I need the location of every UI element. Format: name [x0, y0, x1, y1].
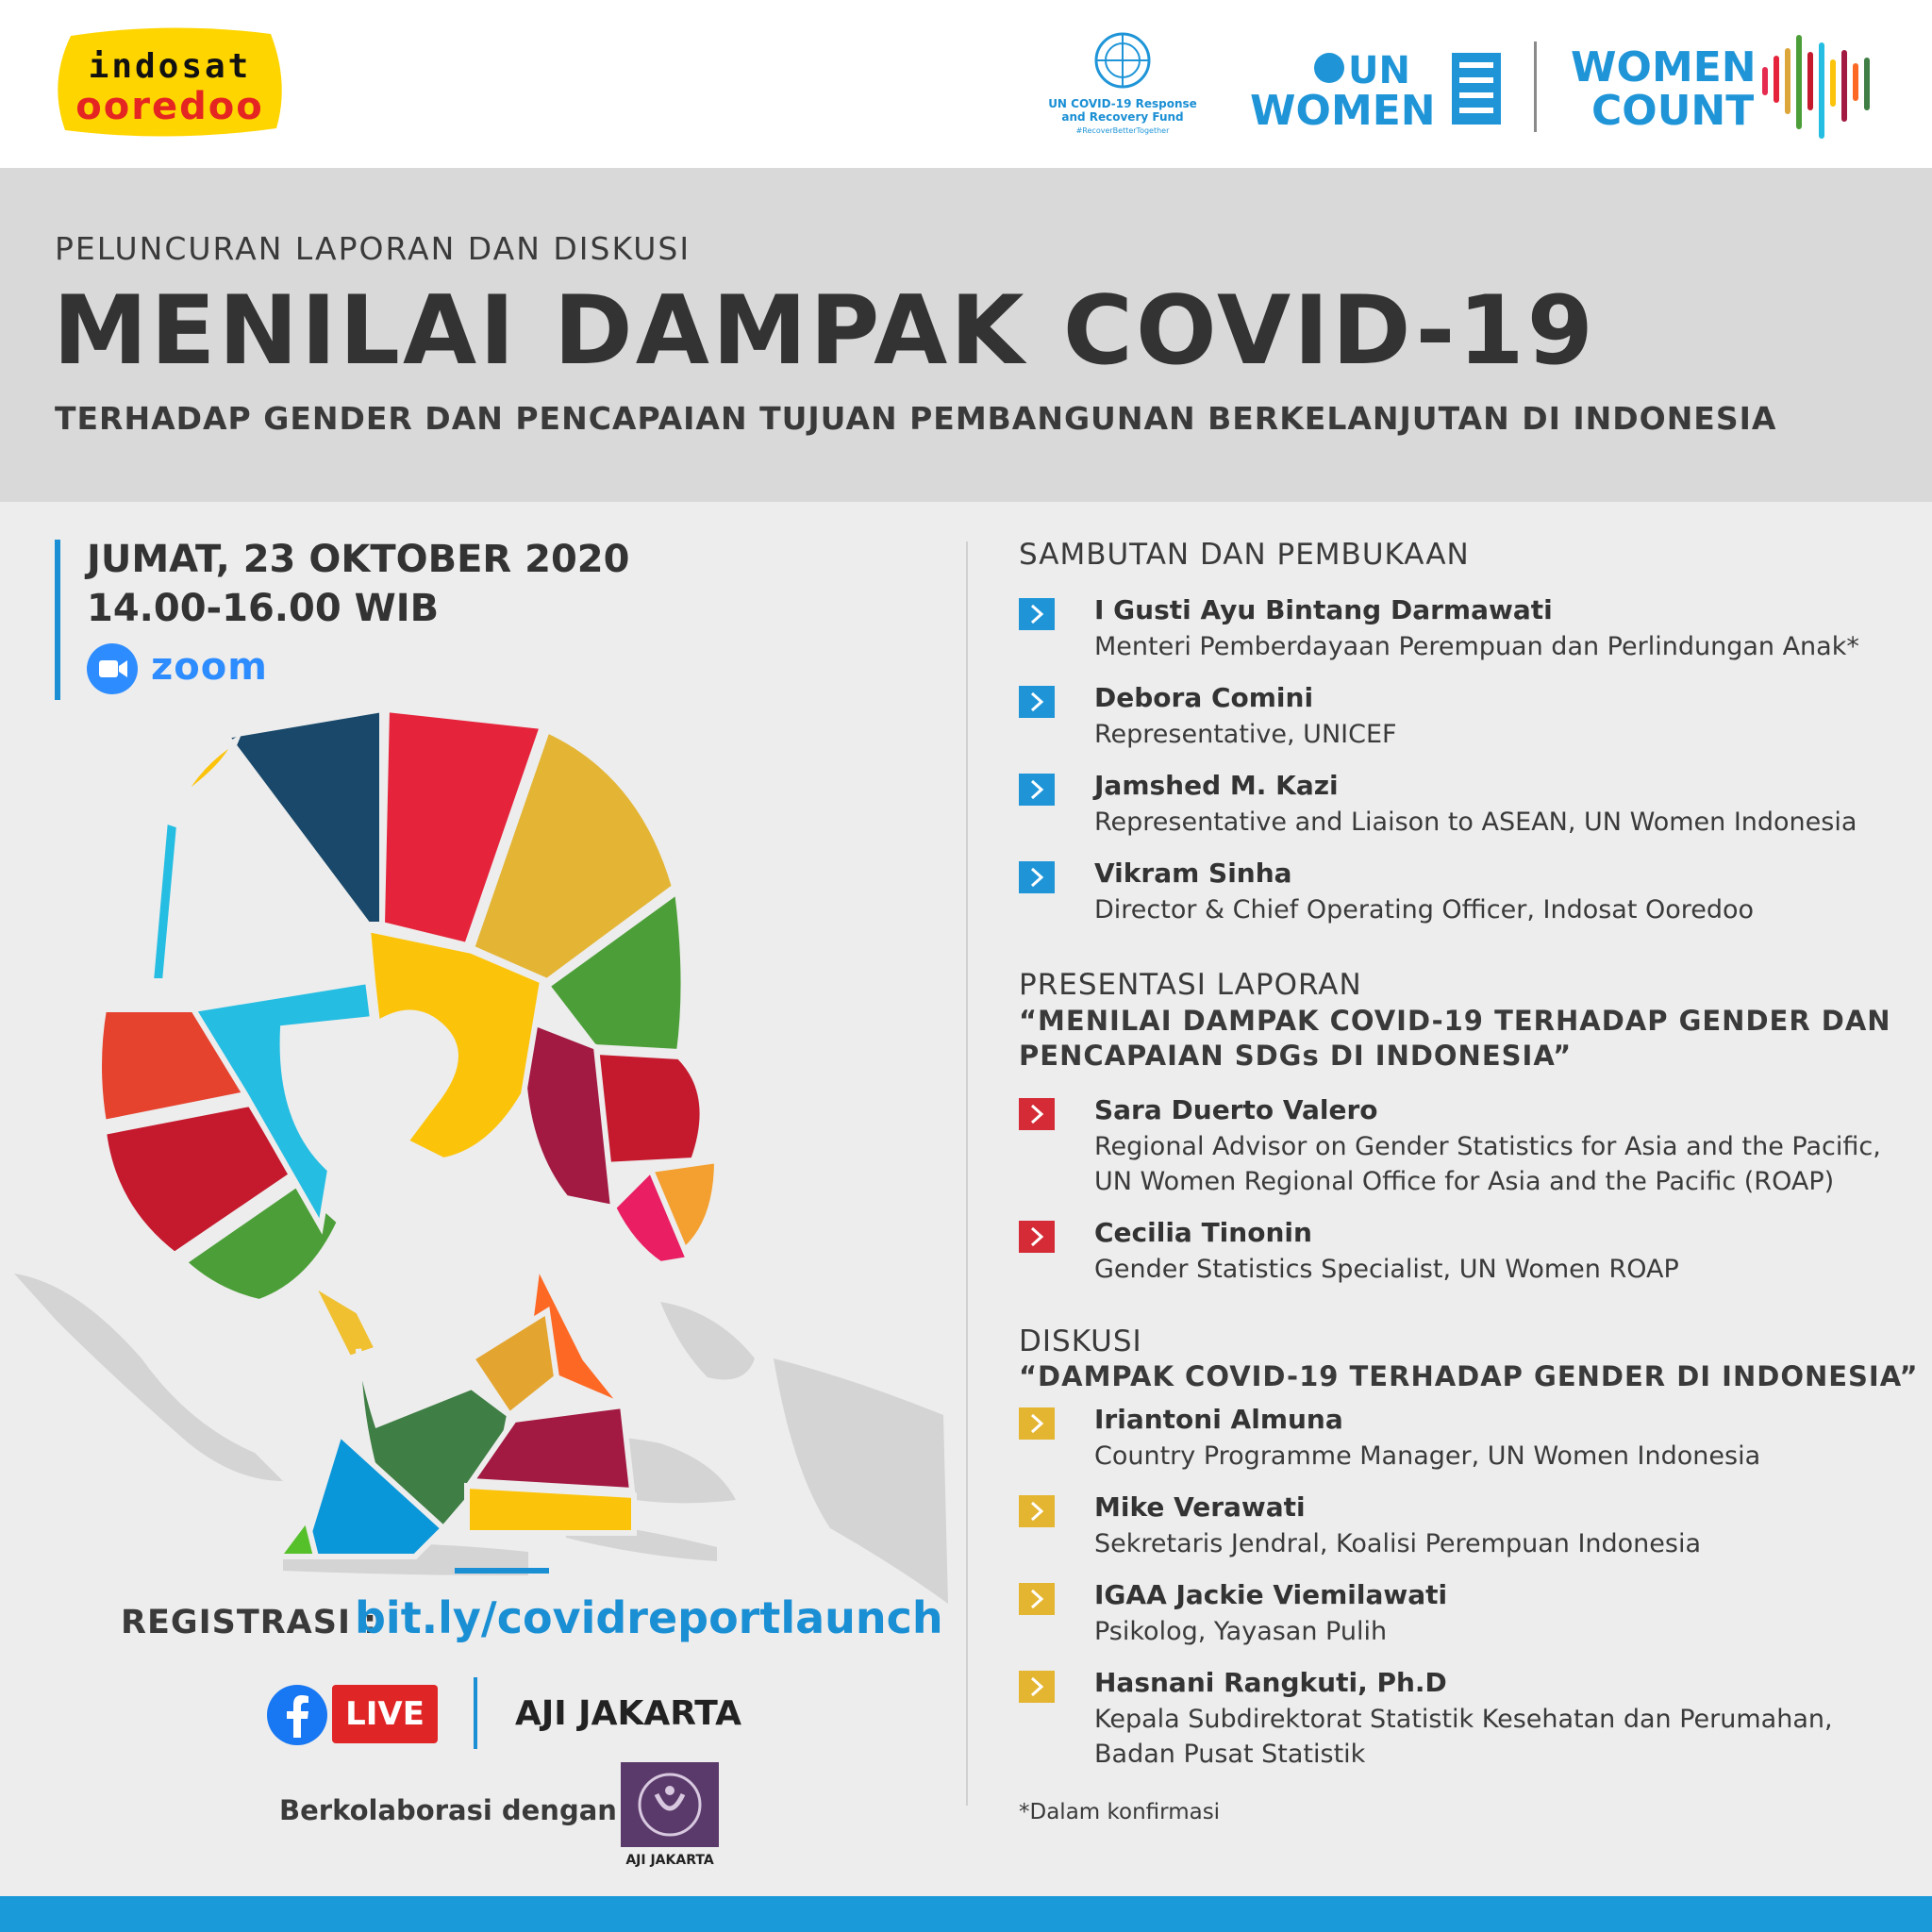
speaker-name: Vikram Sinha — [1094, 858, 1292, 889]
event-date: JUMAT, 23 OKTOBER 2020 — [87, 538, 630, 581]
chevron-right-icon — [1019, 1098, 1055, 1130]
un-fund-caption-1: UN COVID-19 Response — [1048, 97, 1197, 110]
chevron-right-icon — [1019, 1495, 1055, 1527]
speaker-name: Iriantoni Almuna — [1094, 1404, 1343, 1435]
un-fund-caption-2: and Recovery Fund — [1061, 110, 1184, 124]
registration-label: REGISTRASI : — [121, 1604, 378, 1641]
un-women-text-2: WOMEN — [1250, 87, 1436, 130]
speaker-role: Director & Chief Operating Officer, Indosat Ooredoo — [1094, 895, 1755, 924]
indosat-ooredoo-logo — [52, 26, 288, 138]
discussion-quote: “DAMPAK COVID-19 TERHADAP GENDER DI INDONESIA” — [1019, 1360, 1919, 1392]
date-accent-bar — [55, 540, 60, 700]
indosat-logo-text: indosat — [88, 47, 252, 86]
aji-jakarta-logo — [621, 1762, 719, 1847]
speaker-name: Sara Duerto Valero — [1094, 1094, 1378, 1125]
chevron-right-icon — [1019, 1221, 1055, 1253]
un-emblem-icon — [1096, 34, 1149, 87]
header-divider — [1534, 42, 1537, 132]
aji-emblem-icon — [621, 1762, 719, 1847]
page-title: MENILAI DAMPAK COVID-19 — [53, 275, 1596, 386]
women-count-text-2: COUNT — [1591, 87, 1755, 135]
speaker-name: Debora Comini — [1094, 682, 1314, 713]
presentation-section-title: PRESENTASI LAPORAN — [1019, 968, 1362, 1002]
women-count-text-1: WOMEN — [1571, 43, 1757, 92]
live-divider — [474, 1677, 477, 1749]
un-fund-hashtag: #RecoverBetterTogether — [1075, 126, 1170, 135]
women-count-bars-icon — [1765, 38, 1867, 136]
speaker-name: IGAA Jackie Viemilawati — [1094, 1579, 1448, 1610]
speaker-role: Representative, UNICEF — [1094, 720, 1397, 749]
event-kicker: PELUNCURAN LAPORAN DAN DISKUSI — [55, 230, 691, 267]
un-women-globe-icon — [1314, 53, 1344, 83]
zoom-label: zoom — [151, 645, 268, 689]
speaker-role: Gender Statistics Specialist, UN Women ROAP — [1094, 1255, 1679, 1284]
event-time: 14.00-16.00 WIB — [87, 587, 440, 630]
speaker-name: Cecilia Tinonin — [1094, 1217, 1312, 1248]
column-divider — [966, 541, 968, 1806]
page-subtitle: TERHADAP GENDER DAN PENCAPAIAN TUJUAN PEMBANGUNAN BERKELANJUTAN DI INDONESIA — [55, 400, 1777, 437]
registration-link[interactable]: bit.ly/covidreportlaunch — [355, 1592, 943, 1643]
speaker-role: Kepala Subdirektorat Statistik Kesehatan dan Perumahan, — [1094, 1705, 1833, 1734]
chevron-right-icon — [1019, 774, 1055, 806]
zoom-icon — [87, 643, 138, 694]
un-covid-fund-logo — [1047, 28, 1198, 142]
un-women-emblem-icon — [1452, 53, 1501, 125]
un-women-text-1: UN — [1348, 49, 1410, 92]
chevron-right-icon — [1019, 686, 1055, 718]
speaker-role: Representative and Liaison to ASEAN, UN Women Indonesia — [1094, 808, 1857, 837]
live-badge[interactable]: LIVE — [332, 1685, 438, 1743]
opening-section-title: SAMBUTAN DAN PEMBUKAAN — [1019, 538, 1470, 572]
chevron-right-icon — [1019, 1583, 1055, 1615]
presentation-quote-line-2: PENCAPAIAN SDGs DI INDONESIA” — [1019, 1040, 1573, 1072]
speaker-role: Psikolog, Yayasan Pulih — [1094, 1617, 1388, 1646]
speaker-role: Country Programme Manager, UN Women Indonesia — [1094, 1441, 1761, 1471]
chevron-right-icon — [1019, 1407, 1055, 1440]
speaker-name: Mike Verawati — [1094, 1491, 1306, 1523]
bottom-accent-bar — [0, 1896, 1932, 1932]
speaker-name: Hasnani Rangkuti, Ph.D — [1094, 1667, 1447, 1698]
live-host: AJI JAKARTA — [515, 1694, 741, 1733]
un-women-logo — [1250, 45, 1505, 130]
discussion-section-title: DISKUSI — [1019, 1324, 1142, 1358]
presentation-quote-line-1: “MENILAI DAMPAK COVID-19 TERHADAP GENDER DAN — [1019, 1005, 1891, 1037]
speaker-role: Regional Advisor on Gender Statistics for Asia and the Pacific, — [1094, 1132, 1881, 1161]
speaker-name: I Gusti Ayu Bintang Darmawati — [1094, 594, 1553, 625]
speaker-role-line-2: UN Women Regional Office for Asia and the Pacific (ROAP) — [1094, 1167, 1835, 1196]
facebook-icon[interactable] — [267, 1685, 327, 1745]
speaker-role: Sekretaris Jendral, Koalisi Perempuan Indonesia — [1094, 1529, 1702, 1558]
speaker-role-line-2: Badan Pusat Statistik — [1094, 1740, 1366, 1769]
ooredoo-logo-text: ooredoo — [75, 85, 264, 128]
chevron-right-icon — [1019, 1671, 1055, 1703]
speaker-role: Menteri Pemberdayaan Perempuan dan Perlindungan Anak* — [1094, 632, 1859, 661]
chevron-right-icon — [1019, 598, 1055, 630]
footnote: *Dalam konfirmasi — [1019, 1800, 1221, 1824]
women-count-logo — [1571, 32, 1873, 142]
collaboration-label: Berkolaborasi dengan — [279, 1794, 617, 1826]
speaker-name: Jamshed M. Kazi — [1094, 770, 1339, 801]
aji-logo-caption: AJI JAKARTA — [625, 1853, 714, 1868]
sdg-megaphone-illustration — [0, 698, 953, 1604]
chevron-right-icon — [1019, 861, 1055, 893]
registration-accent — [455, 1568, 549, 1574]
